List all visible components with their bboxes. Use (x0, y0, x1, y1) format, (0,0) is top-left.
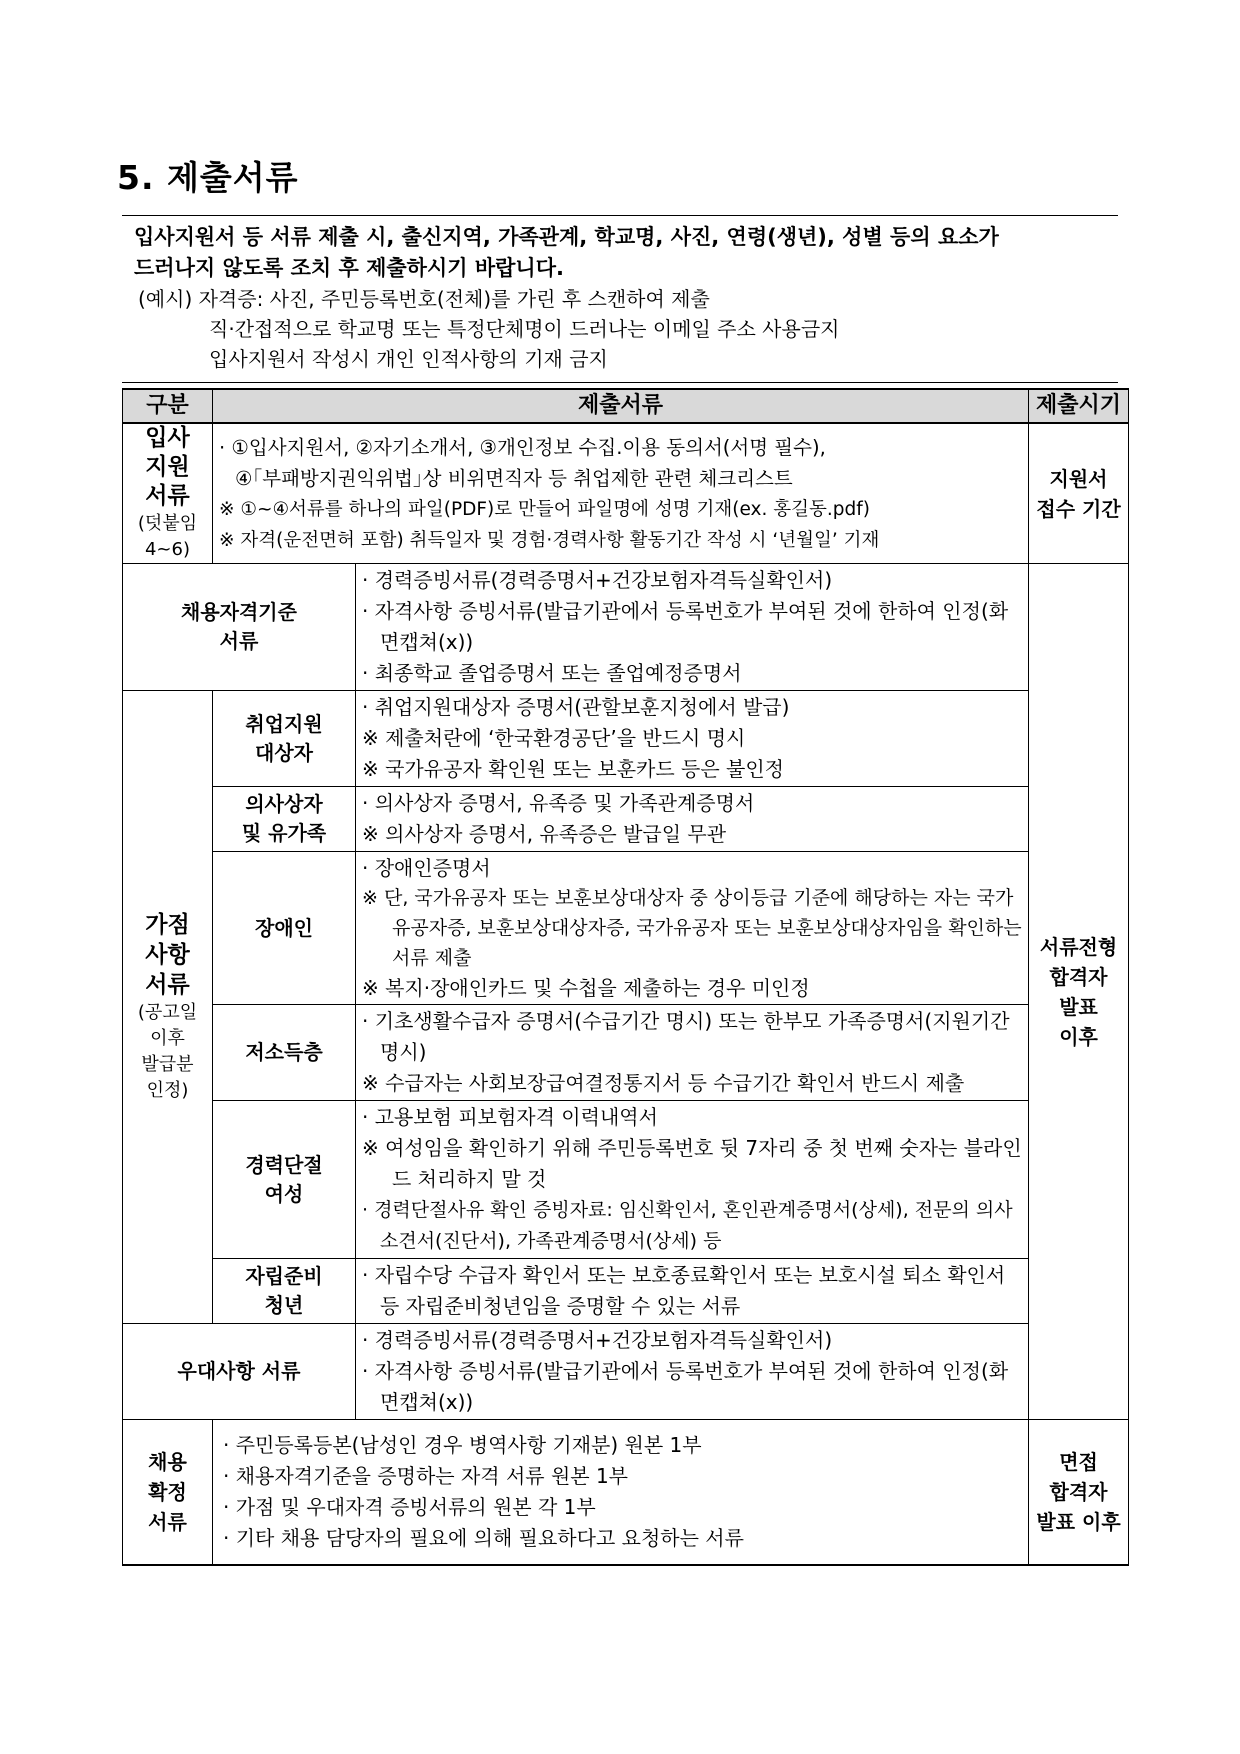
list-item: · 자격사항 증빙서류(발급기관에서 등록번호가 부여된 것에 한하여 인정(화면캡쳐(x)) (362, 1359, 1009, 1414)
bonus-row-label: 장애인 (213, 852, 356, 1005)
bonus-row-label: 저소득층 (213, 1005, 356, 1101)
notice-example-3: 입사지원서 작성시 개인 인적사항의 기재 금지 (209, 347, 608, 371)
table-row (123, 564, 1129, 691)
list-item: ※ 의사상자 증명서, 유족증은 발급일 무관 (362, 822, 727, 846)
list-item: ※ 자격(운전면허 포함) 취득일자 및 경험·경력사항 활동기간 작성 시 ‘년월일’ 기재 (219, 529, 880, 551)
list-item: · 취업지원대상자 증명서(관할보훈지청에서 발급) (362, 695, 790, 719)
list-item: · 경력증빙서류(경력증명서+건강보험자격득실확인서) (362, 568, 833, 592)
list-item: · 장애인증명서 (362, 856, 491, 880)
application-timing: 지원서 접수 기간 (1029, 423, 1129, 564)
bonus-row-label: 경력단절 여성 (213, 1101, 356, 1259)
table-header-row (123, 389, 1129, 423)
list-item: ※ 복지·장애인카드 및 수첩을 제출하는 경우 미인정 (362, 976, 810, 1000)
confirmation-docs (213, 1420, 1029, 1566)
list-item: · 경력증빙서류(경력증명서+건강보험자격득실확인서) (362, 1328, 833, 1352)
bonus-row-label: 취업지원 대상자 (213, 691, 356, 787)
bonus-timing: 서류전형 합격자 발표 이후 (1029, 564, 1129, 1420)
header-category: 구분 (123, 389, 213, 423)
confirmation-label: 채용 확정 서류 (123, 1420, 213, 1566)
qualification-label: 채용자격기준 서류 (123, 564, 356, 691)
list-item: · 주민등록등본(남성인 경우 병역사항 기재분) 원본 1부 (223, 1433, 702, 1457)
list-item: ※ 국가유공자 확인원 또는 보훈카드 등은 불인정 (362, 757, 784, 781)
notice-example-2: 직·간접적으로 학교명 또는 특정단체명이 드러나는 이메일 주소 사용금지 (209, 317, 840, 341)
table-row (123, 423, 1129, 564)
table-row (123, 691, 1129, 787)
bonus-sub: (공고일 이후 발급분 인정) (137, 1002, 198, 1101)
notice-example-1: (예시) 자격증: 사진, 주민등록번호(전체)를 가린 후 스캔하여 제출 (138, 287, 710, 311)
table-row (123, 852, 1129, 1005)
list-item: · ①입사지원서, ②자기소개서, ③개인정보 수집.이용 동의서(서명 필수), (219, 435, 826, 459)
list-item: ※ 단, 국가유공자 또는 보훈보상대상자 중 상이등급 기준에 해당하는 자는 국가유공자증, 보훈보상대상자증, 국가유공자 또는 보훈보상대상자임을 확인하는 서류 제출 (362, 887, 1022, 969)
list-item: ④｢부패방지권익위법｣상 비위면직자 등 취업제한 관련 체크리스트 (235, 466, 793, 490)
bonus-row-label: 의사상자 및 유가족 (213, 787, 356, 852)
bonus-row-docs (356, 1259, 1029, 1324)
application-label: 입사 지원 서류 (145, 425, 190, 509)
bonus-row-docs (356, 1101, 1029, 1259)
list-item: · 기타 채용 담당자의 필요에 의해 필요하다고 요청하는 서류 (223, 1526, 744, 1550)
list-item: · 채용자격기준을 증명하는 자격 서류 원본 1부 (223, 1464, 628, 1488)
bonus-row-docs (356, 1005, 1029, 1101)
page-title: 5. 제출서류 (117, 158, 299, 197)
table-row (123, 1005, 1129, 1101)
list-item: · 의사상자 증명서, 유족증 및 가족관계증명서 (362, 791, 755, 815)
table-row (123, 1259, 1129, 1324)
table-row (123, 1101, 1129, 1259)
bonus-label: 가점 사항 서류 (145, 912, 190, 998)
notice-line-2: 드러나지 않도록 조치 후 제출하시기 바랍니다. (134, 256, 564, 280)
list-item: · 자립수당 수급자 확인서 또는 보호종료확인서 또는 보호시설 퇴소 확인서 등 자립준비청년임을 증명할 수 있는 서류 (362, 1263, 1006, 1318)
confirmation-timing: 면접 합격자 발표 이후 (1029, 1420, 1129, 1566)
bonus-row-docs (356, 787, 1029, 852)
application-label-cell (123, 423, 213, 564)
list-item: ※ 수급자는 사회보장급여결정통지서 등 수급기간 확인서 반드시 제출 (362, 1071, 965, 1095)
header-timing: 제출시기 (1029, 389, 1129, 423)
notice-box (122, 215, 1118, 383)
list-item: · 자격사항 증빙서류(발급기관에서 등록번호가 부여된 것에 한하여 인정(화면캡쳐(x)) (362, 599, 1009, 654)
notice-line-1: 입사지원서 등 서류 제출 시, 출신지역, 가족관계, 학교명, 사진, 연령(생년), 성별 등의 요소가 (134, 225, 999, 249)
header-documents: 제출서류 (213, 389, 1029, 423)
application-docs (213, 423, 1029, 564)
table-row (123, 787, 1129, 852)
table-row (123, 1420, 1129, 1566)
list-item: ※ 제출처란에 ‘한국환경공단’을 반드시 명시 (362, 726, 746, 750)
list-item: · 기초생활수급자 증명서(수급기간 명시) 또는 한부모 가족증명서(지원기간 명시) (362, 1009, 1010, 1064)
bonus-row-label: 자립준비 청년 (213, 1259, 356, 1324)
documents-table (122, 388, 1129, 1566)
bonus-label-cell (123, 691, 213, 1324)
bonus-row-docs (356, 852, 1029, 1005)
list-item: ※ 여성임을 확인하기 위해 주민등록번호 뒷 7자리 중 첫 번째 숫자는 블라인드 처리하지 말 것 (362, 1136, 1022, 1191)
application-sub: (덧붙임 4~6) (137, 513, 198, 560)
preference-label: 우대사항 서류 (123, 1324, 356, 1420)
list-item: · 최종학교 졸업증명서 또는 졸업예정증명서 (362, 661, 742, 685)
list-item: · 가점 및 우대자격 증빙서류의 원본 각 1부 (223, 1495, 596, 1519)
list-item: · 경력단절사유 확인 증빙자료: 임신확인서, 혼인관계증명서(상세), 전문의 의사소견서(진단서), 가족관계증명서(상세) 등 (362, 1199, 1013, 1252)
list-item: ※ ①~④서류를 하나의 파일(PDF)로 만들어 파일명에 성명 기재(ex. 홍길동.pdf) (219, 498, 870, 520)
bonus-row-docs (356, 691, 1029, 787)
table-row (123, 1324, 1129, 1420)
preference-docs (356, 1324, 1029, 1420)
qualification-docs (356, 564, 1029, 691)
list-item: · 고용보험 피보험자격 이력내역서 (362, 1105, 658, 1129)
